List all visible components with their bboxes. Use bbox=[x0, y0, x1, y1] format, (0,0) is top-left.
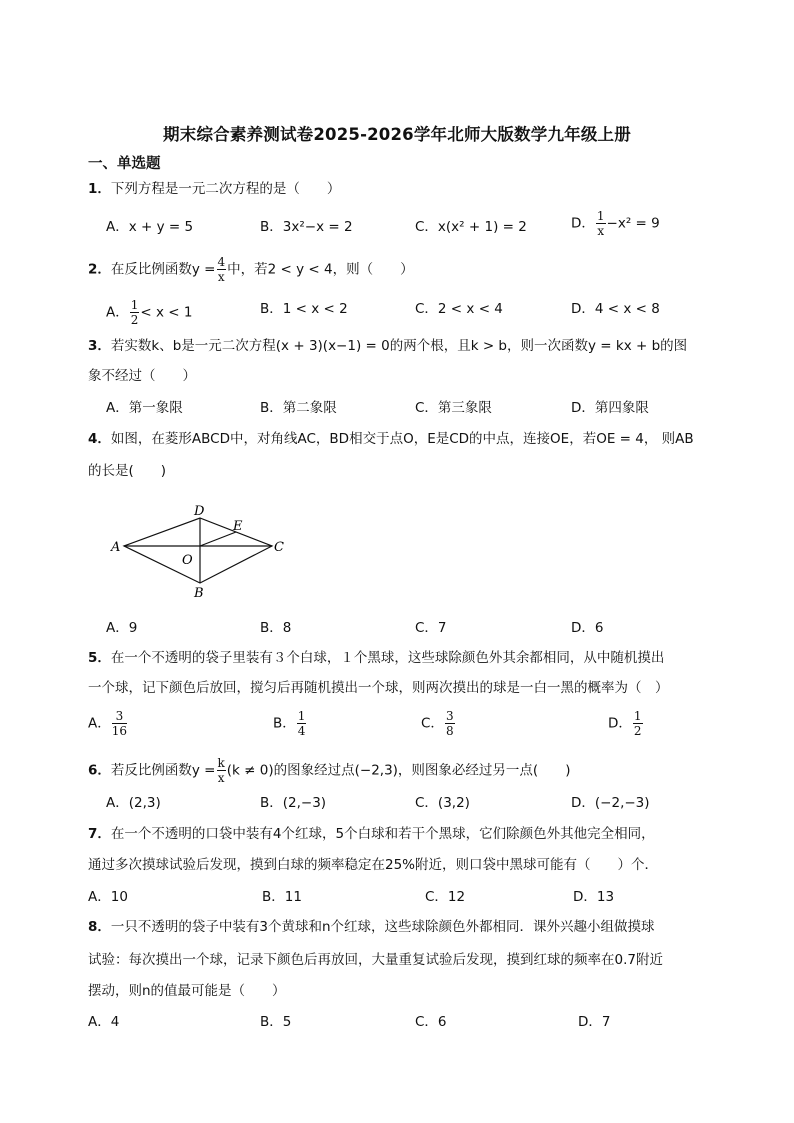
option-letter: D． bbox=[608, 715, 632, 732]
question-8-line3: 摆动，则n的值最可能是（ ） bbox=[88, 983, 286, 999]
option-letter: C． bbox=[421, 715, 444, 732]
rhombus-abcd bbox=[124, 518, 272, 583]
question-number: 6． bbox=[88, 762, 111, 779]
question-number: 2． bbox=[88, 261, 111, 278]
question-5-line2: 一个球，记下颜色后放回，搅匀后再随机摸出一个球，则两次摸出的球是一白一黑的概率为（ ） bbox=[88, 680, 669, 696]
q1-option-a: A．x + y = 5 bbox=[106, 219, 194, 235]
question-number: 5． bbox=[88, 650, 111, 666]
question-number: 8． bbox=[88, 919, 111, 935]
question-6 bbox=[88, 757, 570, 784]
question-stem-line1: 若实数k、b是一元二次方程(x + 3)(x−1) = 0的两个根，且k > b，则一次函数y = kx + b的图 bbox=[110, 338, 688, 354]
question-5 bbox=[88, 649, 664, 667]
option-letter: B． bbox=[273, 715, 296, 732]
q8-option-a: A．4 bbox=[88, 1014, 120, 1030]
option-letter: A． bbox=[106, 304, 129, 321]
q5-option-b bbox=[273, 710, 307, 737]
question-3 bbox=[88, 337, 687, 355]
denominator: x bbox=[597, 224, 605, 238]
q3-option-c: C．第三象限 bbox=[415, 400, 492, 416]
question-7 bbox=[88, 825, 655, 843]
q5-option-a bbox=[88, 710, 128, 737]
question-stem-start: 在反比例函数y = bbox=[110, 261, 216, 278]
denominator: 2 bbox=[130, 313, 139, 327]
q5-option-c bbox=[421, 710, 456, 737]
q3-option-a: A．第一象限 bbox=[106, 400, 183, 416]
label-o: O bbox=[182, 553, 193, 568]
q4-option-a: A．9 bbox=[106, 620, 138, 636]
q4-option-d: D．6 bbox=[571, 620, 604, 636]
fraction bbox=[297, 710, 307, 737]
q6-option-d: D．(−2,−3) bbox=[571, 795, 650, 811]
q7-option-d: D．13 bbox=[573, 889, 615, 905]
q3-option-d: D．第四象限 bbox=[571, 400, 649, 416]
page-title: 期末综合素养测试卷2025-2026学年北师大版数学九年级上册 bbox=[163, 125, 631, 144]
question-stem-line1: 在一个不透明的袋子里装有３个白球，１个黑球，这些球除颜色外其余都相同，从中随机摸出 bbox=[110, 650, 665, 666]
fraction bbox=[112, 710, 127, 737]
question-number: 1． bbox=[88, 181, 111, 197]
fraction bbox=[217, 256, 227, 283]
section-heading: 一、单选题 bbox=[88, 156, 161, 172]
question-number: 7． bbox=[88, 826, 111, 842]
question-number: 4． bbox=[88, 431, 111, 447]
denominator: 4 bbox=[297, 724, 306, 738]
fraction bbox=[130, 299, 140, 326]
q7-option-a: A．10 bbox=[88, 889, 128, 905]
question-stem-start: 若反比例函数y = bbox=[110, 762, 216, 779]
question-4-line2: 的长是( ) bbox=[88, 463, 167, 479]
fraction bbox=[633, 710, 643, 737]
numerator: 3 bbox=[112, 710, 127, 724]
fraction bbox=[445, 710, 455, 737]
question-stem-end: (k ≠ 0)的图象经过点(−2,3)，则图象必经过另一点( ) bbox=[226, 762, 571, 779]
question-stem-end: 中，若2 < y < 4，则（ ） bbox=[227, 261, 414, 278]
question-2 bbox=[88, 256, 414, 283]
q2-option-c: C．2 < x < 4 bbox=[415, 301, 503, 317]
q2-option-d: D．4 < x < 8 bbox=[571, 301, 660, 317]
q4-option-c: C．7 bbox=[415, 620, 447, 636]
q8-option-b: B．5 bbox=[260, 1014, 292, 1030]
denominator: 16 bbox=[111, 724, 128, 738]
denominator: 2 bbox=[633, 724, 642, 738]
numerator: 1 bbox=[633, 709, 642, 723]
q6-option-b: B．(2,−3) bbox=[260, 795, 327, 811]
q7-option-b: B．11 bbox=[262, 889, 302, 905]
numerator: 1 bbox=[297, 709, 306, 723]
fraction bbox=[596, 210, 606, 237]
question-stem: 下列方程是一元二次方程的是（ ） bbox=[110, 181, 341, 197]
question-stem-line1: 如图，在菱形ABCD中，对角线AC，BD相交于点O，E是CD的中点，连接OE，若OE = 4， 则AB bbox=[110, 431, 694, 447]
question-1 bbox=[88, 180, 340, 198]
fraction bbox=[217, 757, 226, 784]
question-3-line2: 象不经过（ ） bbox=[88, 368, 196, 384]
q7-option-c: C．12 bbox=[425, 889, 466, 905]
segment-oe bbox=[200, 532, 236, 546]
option-letter: D． bbox=[571, 215, 595, 232]
question-stem-line1: 一只不透明的袋子中装有3个黄球和n个红球，这些球除颜色外都相同．课外兴趣小组做摸球 bbox=[110, 919, 655, 935]
label-b: B bbox=[194, 586, 204, 600]
denominator: 8 bbox=[445, 724, 454, 738]
q4-option-b: B．8 bbox=[260, 620, 292, 636]
numerator: 1 bbox=[130, 298, 139, 312]
question-8-line2: 试验：每次摸出一个球，记录下颜色后再放回，大量重复试验后发现，摸到红球的频率在0.7附近 bbox=[88, 952, 663, 968]
rhombus-figure bbox=[108, 500, 298, 600]
q2-option-a bbox=[106, 299, 192, 326]
q6-option-c: C．(3,2) bbox=[415, 795, 470, 811]
question-number: 3． bbox=[88, 338, 111, 354]
label-a: A bbox=[111, 540, 121, 555]
q1-option-d bbox=[571, 210, 660, 237]
q5-option-d bbox=[608, 710, 644, 737]
denominator: x bbox=[217, 270, 225, 284]
q8-option-c: C．6 bbox=[415, 1014, 447, 1030]
q3-option-b: B．第二象限 bbox=[260, 400, 337, 416]
numerator: 1 bbox=[596, 209, 605, 223]
question-7-line2: 通过多次摸球试验后发现，摸到白球的频率稳定在25%附近，则口袋中黑球可能有（ ）个． bbox=[88, 857, 659, 873]
q8-option-d: D．7 bbox=[578, 1014, 611, 1030]
denominator: x bbox=[217, 771, 225, 785]
question-4 bbox=[88, 430, 694, 448]
label-d: D bbox=[194, 504, 205, 519]
q2-option-b: B．1 < x < 2 bbox=[260, 301, 348, 317]
label-e: E bbox=[233, 519, 243, 534]
label-c: C bbox=[274, 540, 284, 555]
numerator: k bbox=[217, 756, 225, 770]
numerator: 3 bbox=[445, 709, 454, 723]
option-text: < x < 1 bbox=[140, 304, 193, 321]
option-text: −x² = 9 bbox=[606, 215, 660, 232]
question-stem-line1: 在一个不透明的口袋中装有4个红球，5个白球和若干个黑球，它们除颜色外其他完全相同， bbox=[110, 826, 655, 842]
q1-option-b: B．3x²−x = 2 bbox=[260, 219, 353, 235]
option-letter: A． bbox=[88, 715, 111, 732]
q1-option-c: C．x(x² + 1) = 2 bbox=[415, 219, 527, 235]
numerator: 4 bbox=[217, 255, 226, 269]
question-8 bbox=[88, 918, 655, 936]
q6-option-a: A．(2,3) bbox=[106, 795, 161, 811]
